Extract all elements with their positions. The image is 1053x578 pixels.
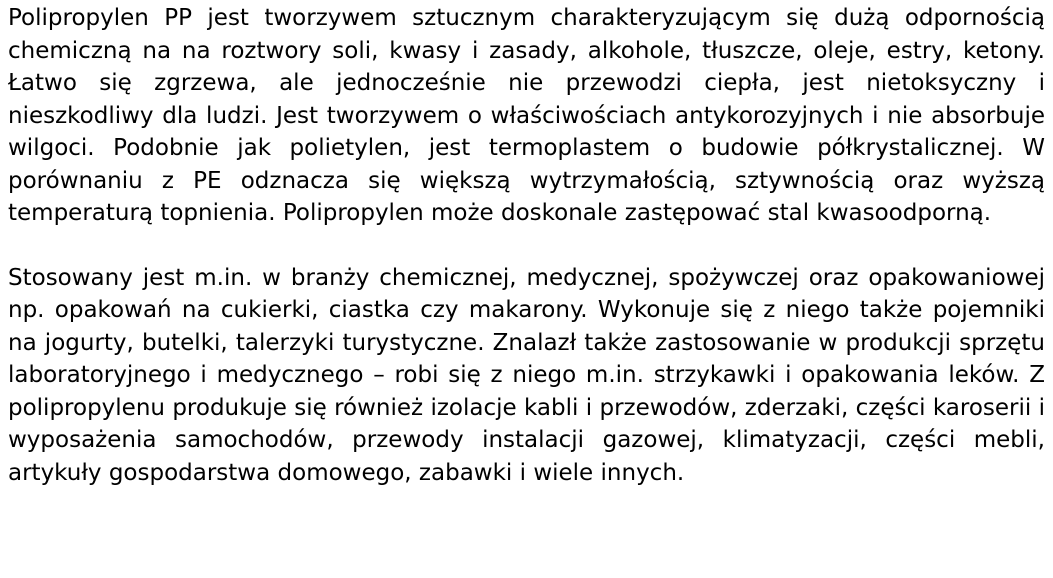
paragraph-properties: Polipropylen PP jest tworzywem sztucznym charakteryzującym się dużą odpornością chemiczną na na roztwory soli, kwasy i zasady, alkohole, tłuszcze, oleje, estry, ketony. Łatwo się zgrzewa, ale jednocześnie nie przewodzi ciepła, jest nietoksyczny i nieszkodliwy dla ludzi. Jest tworzywem o właściwościach antykorozyjnych i nie absorbuje wilgoci. Podobnie jak polietylen, jest termoplastem o budowie półkrystalicznej. W porównaniu z PE odznacza się większą wytrzymałością, sztywnością oraz wyższą temperaturą topnienia. Polipropylen może doskonale zastępować stal kwasoodporną. xyxy=(8,5,1045,226)
paragraph-applications: Stosowany jest m.in. w branży chemicznej, medycznej, spożywczej oraz opakowaniowej np. opakowań na cukierki, ciastka czy makarony. Wykonuje się z niego także pojemniki na jogurty, butelki, talerzyki turystyczne. Znalazł także zastosowanie w produkcji sprzętu laboratoryjnego i medycznego – robi się z niego m.in. strzykawki i opakowania leków. Z polipropylenu produkuje się również izolacje kabli i przewodów, zderzaki, części karoserii i wyposażenia samochodów, przewody instalacji gazowej, klimatyzacji, części mebli, artykuły gospodarstwa domowego, zabawki i wiele innych. xyxy=(8,264,1045,486)
paragraph-spacer xyxy=(8,230,1045,262)
